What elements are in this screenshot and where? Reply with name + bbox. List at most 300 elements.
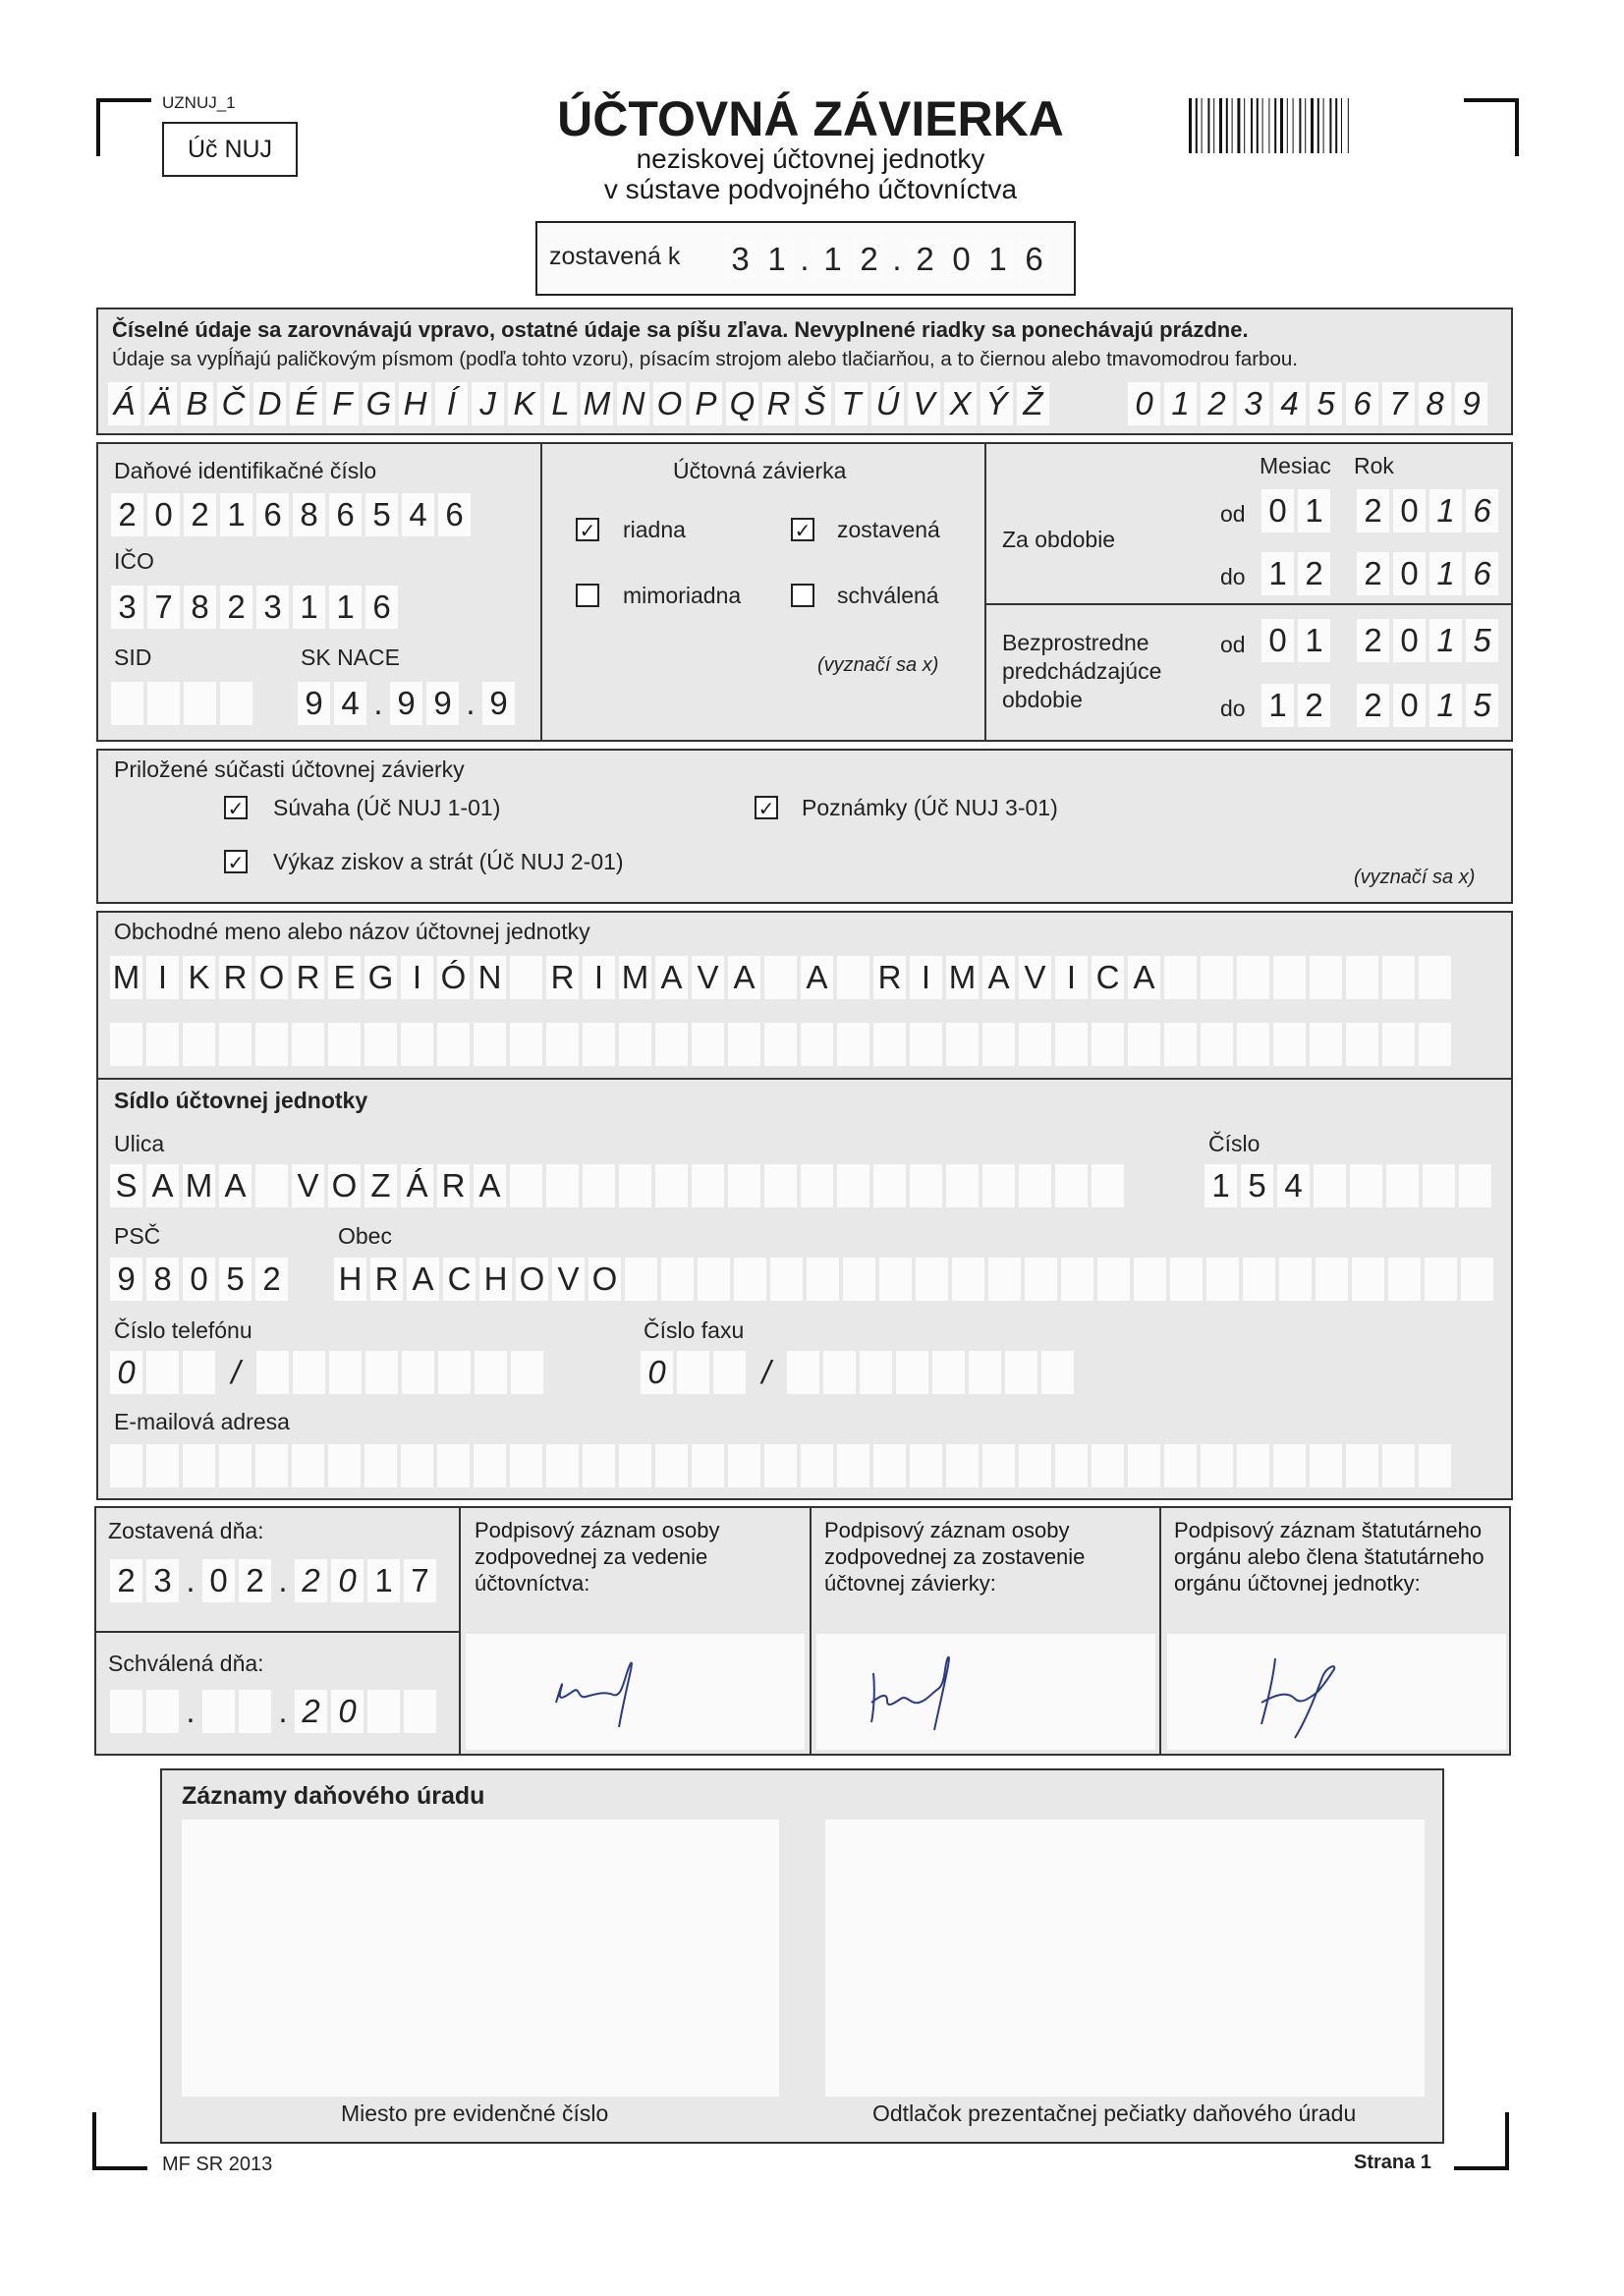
- char-cell: [183, 1023, 215, 1066]
- corner-mark-bottom-left: [92, 2112, 147, 2170]
- char-cell: [946, 1444, 979, 1487]
- fax-cells: [641, 1351, 1074, 1394]
- char-cell: [801, 1164, 833, 1207]
- char-cell: [255, 1023, 288, 1066]
- char-cell: 0: [1393, 684, 1426, 727]
- char-cell: [837, 1023, 869, 1066]
- char-cell: 2: [909, 238, 941, 281]
- char-cell: M: [183, 1164, 215, 1207]
- instructions-box: [96, 308, 1513, 435]
- char-cell: [910, 1444, 942, 1487]
- char-cell: 6: [329, 493, 362, 536]
- char-cell: [437, 1023, 470, 1066]
- char-cell: M: [581, 382, 613, 425]
- prev-from-year: [1357, 619, 1498, 662]
- char-cell: V: [1019, 956, 1051, 999]
- char-cell: [583, 1444, 615, 1487]
- char-cell: 5: [1310, 382, 1342, 425]
- page-subtitle-2: v sústave podvojného účtovníctva: [603, 174, 1018, 204]
- char-cell: 0: [147, 493, 180, 536]
- psc-cells: [110, 1258, 288, 1301]
- char-cell: N: [617, 382, 649, 425]
- char-cell: M: [946, 956, 979, 999]
- compiled-on-label: Zostavená dňa:: [108, 1518, 264, 1543]
- city-label: Obec: [338, 1223, 392, 1249]
- char-cell: [510, 1444, 542, 1487]
- char-cell: [511, 1351, 543, 1394]
- street-cells: [110, 1164, 1124, 1207]
- barcode-bar: [1280, 98, 1283, 153]
- char-cell: [329, 1351, 362, 1394]
- char-cell: 2: [1357, 552, 1389, 595]
- char-cell: K: [508, 382, 540, 425]
- char-cell: 1: [220, 493, 252, 536]
- sig2-label: Podpisový záznam osoby zodpovednej za zostavenie účtovnej závierky:: [824, 1518, 1086, 1596]
- do-label-prev: do: [1220, 696, 1246, 721]
- barcode-bar: [1196, 98, 1198, 153]
- char-cell: 1: [1298, 619, 1330, 662]
- char-cell: [807, 1258, 839, 1301]
- char-cell: [698, 1258, 730, 1301]
- char-cell: [677, 1351, 709, 1394]
- char-cell: 2: [184, 493, 216, 536]
- suvaha-checkbox[interactable]: ✓: [224, 796, 248, 819]
- phone-slash: /: [761, 1354, 771, 1390]
- char-cell: [146, 1444, 179, 1487]
- prev-from-month: [1261, 619, 1330, 662]
- char-cell: 2: [1298, 684, 1330, 727]
- char-cell: [546, 1164, 579, 1207]
- char-cell: 1: [1429, 489, 1462, 532]
- mimoriadna-checkbox[interactable]: [576, 584, 599, 607]
- char-cell: [365, 1351, 398, 1394]
- char-cell: 0: [1393, 552, 1426, 595]
- char-cell: 7: [1382, 382, 1415, 425]
- od-label-current: od: [1220, 501, 1246, 527]
- char-cell: V: [552, 1258, 585, 1301]
- char-cell: 8: [146, 1258, 179, 1301]
- digit-sample: [1128, 382, 1487, 425]
- char-cell: [1386, 1164, 1419, 1207]
- char-cell: 1: [329, 586, 362, 629]
- char-cell: [982, 1164, 1015, 1207]
- char-cell: H: [334, 1258, 366, 1301]
- char-cell: K: [183, 956, 215, 999]
- current-from-year: [1357, 489, 1498, 532]
- char-cell: O: [255, 956, 288, 999]
- char-cell: [946, 1164, 979, 1207]
- char-cell: O: [588, 1258, 621, 1301]
- char-cell: O: [328, 1164, 361, 1207]
- char-cell: [1382, 1444, 1415, 1487]
- divider-period: [984, 603, 1513, 605]
- sid-label: SID: [114, 644, 152, 670]
- char-cell: M: [110, 956, 142, 999]
- char-cell: [1055, 1444, 1088, 1487]
- char-cell: 3: [1237, 382, 1269, 425]
- char-cell: [655, 1023, 688, 1066]
- barcode-bar: [1305, 98, 1306, 153]
- char-cell: [183, 1444, 215, 1487]
- fax-label: Číslo faxu: [644, 1317, 745, 1343]
- char-cell: [202, 1690, 235, 1733]
- divider-ids: [540, 442, 542, 742]
- char-cell: [1025, 1258, 1057, 1301]
- char-cell: [475, 1351, 507, 1394]
- char-cell: [328, 1444, 361, 1487]
- char-cell: [1055, 1164, 1088, 1207]
- barcode-bar: [1268, 98, 1269, 153]
- char-cell: S: [110, 1164, 142, 1207]
- char-cell: [110, 1444, 142, 1487]
- number-cells: [1204, 1164, 1491, 1207]
- char-cell: [1164, 1023, 1197, 1066]
- char-cell: 0: [1261, 489, 1294, 532]
- od-label-prev: od: [1220, 632, 1246, 657]
- char-cell: 6: [438, 493, 471, 536]
- footer-left: MF SR 2013: [162, 2154, 273, 2175]
- sig3-field[interactable]: [1167, 1634, 1506, 1750]
- char-cell: 1: [1429, 684, 1462, 727]
- char-cell: [988, 1258, 1021, 1301]
- char-cell: [1097, 1258, 1130, 1301]
- char-cell: 9: [110, 1258, 142, 1301]
- char-cell: [873, 1164, 906, 1207]
- char-cell: [546, 1023, 579, 1066]
- char-cell: G: [364, 956, 397, 999]
- char-cell: Í: [435, 382, 468, 425]
- char-cell: [510, 956, 542, 999]
- char-cell: [146, 1690, 179, 1733]
- char-cell: [437, 1444, 470, 1487]
- char-cell: [1243, 1258, 1275, 1301]
- char-cell: 0: [331, 1690, 364, 1733]
- char-cell: 7: [147, 586, 180, 629]
- char-cell: [692, 1164, 724, 1207]
- tax-office-box: [160, 1768, 1444, 2144]
- char-cell: C: [443, 1258, 476, 1301]
- char-cell: Ž: [1017, 382, 1049, 425]
- char-cell: H: [479, 1258, 512, 1301]
- char-cell: [583, 1023, 615, 1066]
- char-cell: 6: [1466, 552, 1498, 595]
- dic-cells: [111, 493, 471, 536]
- char-cell: 1: [1429, 552, 1462, 595]
- char-cell: A: [146, 1164, 179, 1207]
- char-cell: [1346, 1444, 1378, 1487]
- char-cell: [837, 1444, 869, 1487]
- char-cell: F: [326, 382, 359, 425]
- barcode-bar: [1202, 98, 1203, 153]
- char-cell: 1: [760, 238, 793, 281]
- char-cell: [728, 1444, 760, 1487]
- sig1-field[interactable]: [466, 1634, 805, 1750]
- char-cell: A: [407, 1258, 439, 1301]
- char-cell: 6: [1466, 489, 1498, 532]
- char-cell: Q: [726, 382, 758, 425]
- prev-period-label-2: predchádzajúce: [1002, 658, 1162, 684]
- char-cell: 6: [365, 586, 398, 629]
- statement-label: Účtovná závierka: [673, 458, 847, 483]
- char-cell: [255, 1164, 288, 1207]
- char-cell: [1092, 1164, 1124, 1207]
- footer-right: Strana 1: [1354, 2152, 1431, 2173]
- char-cell: [474, 1444, 506, 1487]
- stamp-area: [825, 1820, 1425, 2097]
- char-cell: Ú: [871, 382, 904, 425]
- barcode-bar: [1299, 98, 1301, 153]
- barcode-bar: [1207, 98, 1209, 153]
- char-cell: 2: [110, 1559, 142, 1602]
- char-cell: 4: [334, 682, 366, 725]
- char-cell: 3: [146, 1559, 179, 1602]
- char-cell: [1310, 1444, 1342, 1487]
- char-cell: [1170, 1258, 1203, 1301]
- signature-3: [1167, 1634, 1506, 1750]
- char-cell: V: [292, 1164, 324, 1207]
- sig2-field[interactable]: [816, 1634, 1155, 1750]
- vykaz-checkbox[interactable]: ✓: [224, 850, 248, 873]
- divider-sig-3: [1159, 1506, 1161, 1756]
- phone-cells: [110, 1351, 543, 1394]
- char-cell: 1: [367, 1559, 400, 1602]
- entity-box: [96, 911, 1513, 1500]
- cell-separator: .: [186, 1693, 196, 1729]
- char-cell: 8: [293, 493, 325, 536]
- char-cell: I: [583, 956, 615, 999]
- char-cell: [367, 1690, 400, 1733]
- char-cell: R: [219, 956, 252, 999]
- char-cell: [946, 1023, 979, 1066]
- barcode-bar: [1257, 98, 1259, 153]
- char-cell: [146, 1023, 179, 1066]
- char-cell: 4: [402, 493, 434, 536]
- char-cell: [219, 1023, 252, 1066]
- char-cell: [1237, 956, 1269, 999]
- char-cell: 5: [1241, 1164, 1273, 1207]
- current-to-year: [1357, 552, 1498, 595]
- char-cell: [728, 1023, 760, 1066]
- char-cell: 0: [202, 1559, 235, 1602]
- barcode-bar: [1287, 98, 1288, 153]
- char-cell: [1055, 1023, 1088, 1066]
- char-cell: I: [1055, 956, 1088, 999]
- barcode-bar: [1213, 98, 1214, 153]
- char-cell: 2: [239, 1559, 271, 1602]
- char-cell: [910, 1164, 942, 1207]
- char-cell: A: [655, 956, 688, 999]
- char-cell: [401, 1444, 433, 1487]
- char-cell: 4: [1273, 382, 1306, 425]
- char-cell: 0: [183, 1258, 215, 1301]
- char-cell: N: [474, 956, 506, 999]
- phone-label: Číslo telefónu: [114, 1317, 252, 1343]
- char-cell: 0: [1128, 382, 1160, 425]
- char-cell: [1425, 1258, 1457, 1301]
- char-cell: [770, 1258, 803, 1301]
- char-cell: R: [437, 1164, 470, 1207]
- char-cell: [837, 956, 869, 999]
- barcode: [1189, 98, 1425, 153]
- char-cell: [583, 1164, 615, 1207]
- char-cell: [1388, 1258, 1421, 1301]
- char-cell: R: [873, 956, 906, 999]
- char-cell: [1041, 1351, 1074, 1394]
- cell-separator: .: [800, 241, 810, 277]
- instructions-line-1: Číselné údaje sa zarovnávajú vpravo, ostatné údaje sa píšu zľava. Nevyplnené riadky sa ponechávajú prázdne.: [112, 317, 1249, 342]
- char-cell: [843, 1258, 875, 1301]
- char-cell: R: [370, 1258, 403, 1301]
- entity-name-label: Obchodné meno alebo názov účtovnej jednotky: [114, 919, 590, 944]
- poznamky-checkbox[interactable]: ✓: [755, 796, 778, 819]
- char-cell: [1206, 1258, 1239, 1301]
- prev-to-month: [1261, 684, 1330, 727]
- char-cell: [1201, 1023, 1233, 1066]
- char-cell: R: [546, 956, 579, 999]
- char-cell: [183, 1351, 215, 1394]
- barcode-bar: [1323, 98, 1324, 153]
- char-cell: [1237, 1023, 1269, 1066]
- char-cell: [292, 1023, 324, 1066]
- schvalena-checkbox[interactable]: [791, 584, 814, 607]
- cell-separator: .: [892, 241, 902, 277]
- ico-cells: [111, 586, 398, 629]
- char-cell: 1: [1298, 489, 1330, 532]
- street-label: Ulica: [114, 1131, 165, 1156]
- char-cell: [1164, 1444, 1197, 1487]
- char-cell: [661, 1258, 694, 1301]
- char-cell: [1310, 956, 1342, 999]
- char-cell: 2: [255, 1258, 288, 1301]
- compiled-label: zostavená k: [549, 243, 681, 270]
- char-cell: [910, 1023, 942, 1066]
- sig3-label: Podpisový záznam štatutárneho orgánu alebo člena štatutárneho orgánu účtovnej jednotky:: [1174, 1518, 1484, 1596]
- char-cell: [982, 1023, 1015, 1066]
- char-cell: 2: [1357, 489, 1389, 532]
- char-cell: 5: [1466, 619, 1498, 662]
- char-cell: [1092, 1023, 1124, 1066]
- char-cell: 2: [220, 586, 252, 629]
- psc-label: PSČ: [114, 1223, 161, 1249]
- char-cell: [625, 1258, 657, 1301]
- signature-2: [816, 1634, 1155, 1750]
- seat-label: Sídlo účtovnej jednotky: [114, 1088, 368, 1113]
- char-cell: [1134, 1258, 1166, 1301]
- char-cell: 0: [110, 1351, 142, 1394]
- char-cell: 1: [1429, 619, 1462, 662]
- char-cell: [364, 1444, 397, 1487]
- entity-name-cells: [110, 956, 1451, 999]
- current-from-month: [1261, 489, 1330, 532]
- char-cell: [1201, 956, 1233, 999]
- char-cell: [1128, 1023, 1160, 1066]
- char-cell: G: [363, 382, 395, 425]
- barcode-bar: [1237, 98, 1240, 153]
- char-cell: [438, 1351, 471, 1394]
- char-cell: [1314, 1164, 1346, 1207]
- barcode-bar: [1341, 98, 1342, 153]
- divider-sig-2: [810, 1506, 812, 1756]
- char-cell: V: [908, 382, 940, 425]
- cell-separator: .: [373, 685, 383, 721]
- char-cell: A: [1128, 956, 1160, 999]
- barcode-bar: [1274, 98, 1276, 153]
- cell-separator: .: [278, 1693, 288, 1729]
- cell-separator: .: [466, 685, 476, 721]
- char-cell: [1423, 1164, 1455, 1207]
- page-subtitle-1: neziskovej účtovnej jednotky: [636, 143, 985, 174]
- form-code: UZNUJ_1: [162, 93, 236, 112]
- barcode-bar: [1251, 98, 1253, 153]
- char-cell: D: [253, 382, 286, 425]
- number-label: Číslo: [1208, 1131, 1260, 1156]
- corner-mark-bottom-right: [1454, 2112, 1509, 2170]
- char-cell: [655, 1444, 688, 1487]
- vykaz-label: Výkaz ziskov a strát (Úč NUJ 2-01): [273, 849, 624, 874]
- char-cell: 1: [1164, 382, 1197, 425]
- page-title: ÚČTOVNÁ ZÁVIERKA: [557, 91, 1064, 146]
- schvalena-label: schválená: [837, 583, 939, 608]
- sknace-label: SK NACE: [301, 644, 400, 670]
- char-cell: [510, 1023, 542, 1066]
- prev-to-year: [1357, 684, 1498, 727]
- char-cell: Á: [108, 382, 140, 425]
- char-cell: 1: [1204, 1164, 1237, 1207]
- statement-mark-hint: (vyznačí sa x): [817, 654, 939, 676]
- divider-seat: [98, 1078, 1511, 1080]
- char-cell: 0: [1393, 619, 1426, 662]
- divider-statement: [984, 442, 986, 742]
- phone-slash: /: [231, 1354, 241, 1390]
- radna-checkbox[interactable]: ✓: [576, 518, 599, 541]
- form-type-box: Úč NUJ: [162, 122, 298, 177]
- char-cell: [146, 1351, 179, 1394]
- dic-label: Daňové identifikačné číslo: [114, 458, 377, 483]
- char-cell: [1316, 1258, 1348, 1301]
- char-cell: [1019, 1444, 1051, 1487]
- char-cell: [256, 1351, 289, 1394]
- char-cell: [1459, 1164, 1491, 1207]
- divider-sig-1: [459, 1506, 461, 1756]
- char-cell: 0: [641, 1351, 673, 1394]
- approved-on-cells: [110, 1690, 436, 1733]
- zostavena-label: zostavená: [837, 517, 940, 542]
- char-cell: 9: [390, 682, 422, 725]
- zostavena-checkbox[interactable]: ✓: [791, 518, 814, 541]
- char-cell: C: [1092, 956, 1124, 999]
- signature-1: [466, 1634, 805, 1750]
- char-cell: I: [910, 956, 942, 999]
- char-cell: O: [653, 382, 686, 425]
- period-label: Za obdobie: [1002, 527, 1116, 552]
- char-cell: I: [146, 956, 179, 999]
- evid-label: Miesto pre evidenčné číslo: [341, 2100, 609, 2126]
- char-cell: [969, 1351, 1001, 1394]
- char-cell: [692, 1023, 724, 1066]
- char-cell: 5: [219, 1258, 252, 1301]
- char-cell: [364, 1023, 397, 1066]
- char-cell: 8: [1419, 382, 1451, 425]
- do-label-current: do: [1220, 564, 1246, 589]
- char-cell: R: [762, 382, 795, 425]
- char-cell: [1419, 1023, 1451, 1066]
- email-label: E-mailová adresa: [114, 1409, 290, 1434]
- char-cell: 0: [331, 1559, 364, 1602]
- char-cell: 6: [256, 493, 289, 536]
- char-cell: [239, 1690, 271, 1733]
- tax-office-title: Záznamy daňového úradu: [182, 1782, 485, 1810]
- char-cell: [873, 1023, 906, 1066]
